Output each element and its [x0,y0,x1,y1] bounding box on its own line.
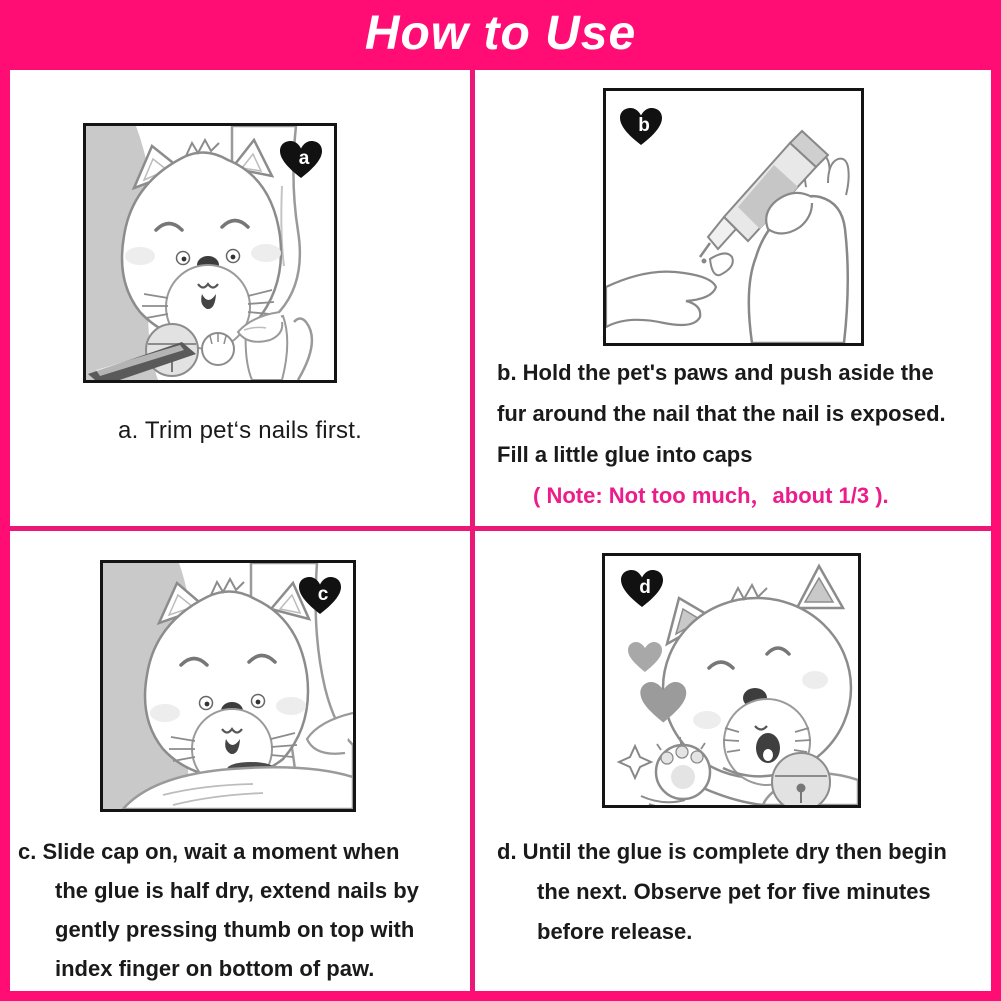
horizontal-divider [10,526,991,531]
step-b-letter: b [638,115,650,136]
panel-d-illustration-box [602,553,861,808]
step-d-heart-icon [619,569,665,609]
panel-b-illustration-box [603,88,864,346]
step-b-line: Fill a little glue into caps [497,442,753,467]
step-c-line: index finger on bottom of paw. [55,956,375,981]
step-a-heart-icon [278,140,324,180]
step-a-letter: a [298,148,310,169]
panel-c-illustration-box [100,560,356,812]
step-b-instructions [497,352,993,516]
page-title: How to Use [364,6,637,60]
step-b-note: ( Note: Not too much，about 1/3 ). [533,483,889,508]
step-b-line: b. Hold the pet's paws and push aside the [497,360,934,385]
step-a-caption: a. Trim pet‘s nails first. [118,417,362,444]
step-d-line: the next. Observe pet for five minutes [537,879,931,904]
step-d-instructions [497,832,993,952]
step-d-letter: d [639,577,651,598]
panel-a-illustration-box [83,123,337,383]
step-c-line: c. Slide cap on, wait a moment when [18,839,400,864]
step-c-letter: c [317,584,329,605]
step-d-line: d. Until the glue is complete dry then begin [497,839,947,864]
step-c-heart-icon [297,576,343,616]
step-c-line: the glue is half dry, extend nails by [55,878,419,903]
step-c-instructions [18,832,468,988]
step-b-line: fur around the nail that the nail is exposed. [497,401,946,426]
step-b-heart-icon [618,107,664,147]
header-bar [0,0,1001,70]
step-d-line: before release. [537,919,693,944]
step-c-line: gently pressing thumb on top with [55,917,415,942]
